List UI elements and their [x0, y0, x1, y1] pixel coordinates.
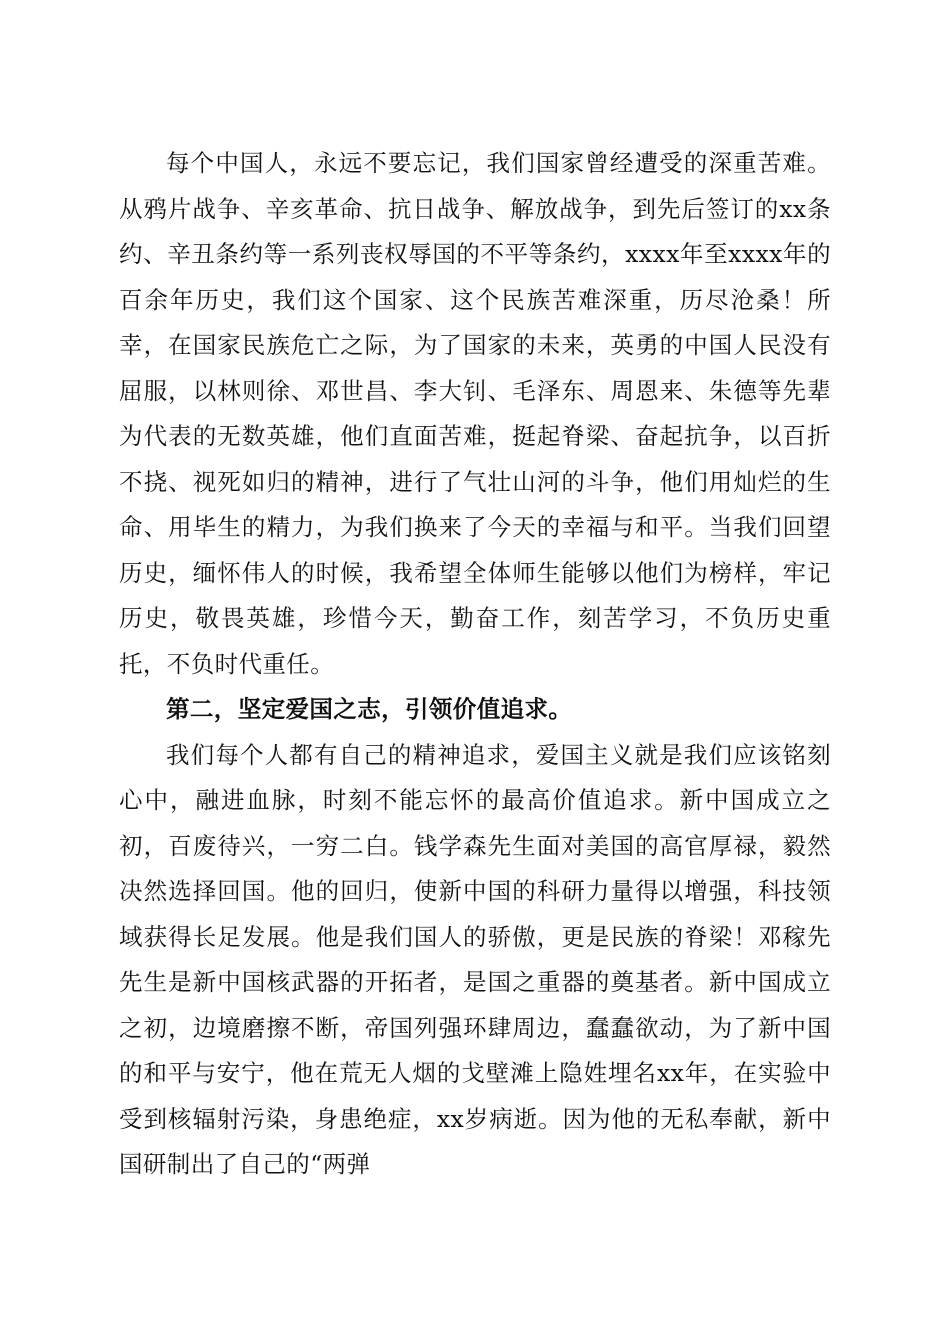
paragraph-patriotism: 我们每个人都有自己的精神追求，爱国主义就是我们应该铭刻心中，融进血脉，时刻不能忘怀的最高价值追求。新中国成立之初，百废待兴，一穷二白。钱学森先生面对美国的高官厚禄，毅然决然选择回国。他的回归，使新中国的科研力量得以增强，科技领域获得长足发展。他是我们国人的骄傲，更是民族的脊梁！邓稼先先生是新中国核武器的开拓者，是国之重器的奠基者。新中国成立之初，边境磨擦不断，帝国列强环肆周边，蠢蠢欲动，为了新中国的和平与安宁，他在荒无人烟的戈壁滩上隐姓埋名xx年，在实验中受到核辐射污染，身患绝症，xx岁病逝。因为他的无私奉献，新中国研制出了自己的“两弹 — [119, 740, 831, 1178]
paragraph-history: 每个中国人，永远不要忘记，我们国家曾经遭受的深重苦难。从鸦片战争、辛亥革命、抗日战争、解放战争，到先后签订的xx条约、辛丑条约等一系列丧权辱国的不平等条约，xxxx年至xxxx年的百余年历史，我们这个国家、这个民族苦难深重，历尽沧桑！所幸，在国家民族危亡之际，为了国家的未来，英勇的中国人民没有屈服，以林则徐、邓世昌、李大钊、毛泽东、周恩来、朱德等先辈为代表的无数英雄，他们直面苦难，挺起脊梁、奋起抗争，以百折不挠、视死如归的精神，进行了气壮山河的斗争，他们用灿烂的生命、用毕生的精力，为我们换来了今天的幸福与和平。当我们回望历史，缅怀伟人的时候，我希望全体师生能够以他们为榜样，牢记历史，敬畏英雄，珍惜今天，勤奋工作，刻苦学习，不负历史重托，不负时代重任。 — [119, 149, 831, 678]
section-heading: 第二，坚定爱国之志，引领价值追求。 — [166, 695, 573, 723]
document-body — [119, 141, 831, 1188]
